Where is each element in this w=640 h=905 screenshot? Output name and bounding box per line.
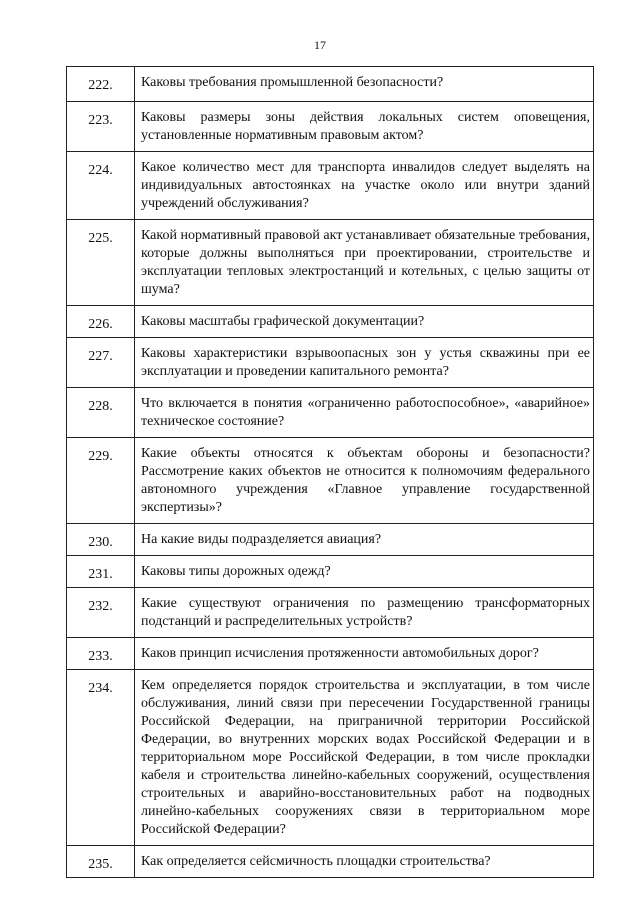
question-text: Какое количество мест для транспорта инвалидов следует выделять на индивидуальных автостоянках на участке около или внутри зданий учреждений обслуживания? [135, 152, 594, 220]
question-text: Каков принцип исчисления протяженности автомобильных дорог? [135, 638, 594, 670]
table-row [67, 152, 594, 220]
question-number: 226. [67, 306, 135, 338]
question-text: Какие объекты относятся к объектам обороны и безопасности? Рассмотрение каких объектов не относится к полномочиям федерального автономного учреждения «Главное управление государственной экспертизы»? [135, 438, 594, 524]
question-number: 224. [67, 152, 135, 220]
question-text: Каковы масштабы графической документации? [135, 306, 594, 338]
question-text: Кем определяется порядок строительства и эксплуатации, в том числе обслуживания, линий связи при пересечении Государственной границы Российской Федерации, на приграничной территории Российской Федерации, во внутренних морских водах Российской Федерации и в территориальном море Российской Федерации, в том числе прокладки кабеля и строительства линейно-кабельных сооружений, осуществления строительных и аварийно-восстановительных работ на подводных линейно-кабельных сооружениях связи в территориальном море Российской Федерации? [135, 670, 594, 846]
question-number: 228. [67, 388, 135, 438]
question-number: 230. [67, 524, 135, 556]
table-row [67, 588, 594, 638]
question-number: 235. [67, 846, 135, 878]
question-text: На какие виды подразделяется авиация? [135, 524, 594, 556]
table-row [67, 670, 594, 846]
question-text: Каковы характеристики взрывоопасных зон у устья скважины при ее эксплуатации и проведении капитального ремонта? [135, 338, 594, 388]
question-number: 232. [67, 588, 135, 638]
question-text: Как определяется сейсмичность площадки строительства? [135, 846, 594, 878]
question-number: 223. [67, 102, 135, 152]
question-text: Какой нормативный правовой акт устанавливает обязательные требования, которые должны выполняться при проектировании, строительстве и эксплуатации тепловых электростанций и котельных, с целью защиты от шума? [135, 220, 594, 306]
questions-table [66, 66, 594, 878]
page-number: 17 [314, 38, 326, 52]
table-row [67, 338, 594, 388]
table-row [67, 67, 594, 102]
question-text: Каковы требования промышленной безопасности? [135, 67, 594, 102]
table-row [67, 556, 594, 588]
question-number: 233. [67, 638, 135, 670]
question-number: 225. [67, 220, 135, 306]
table-row [67, 438, 594, 524]
question-number: 227. [67, 338, 135, 388]
table-row [67, 846, 594, 878]
question-number: 234. [67, 670, 135, 846]
question-text: Каковы размеры зоны действия локальных систем оповещения, установленные нормативным правовым актом? [135, 102, 594, 152]
table-row [67, 524, 594, 556]
question-number: 229. [67, 438, 135, 524]
table-row [67, 220, 594, 306]
table-row [67, 306, 594, 338]
table-row [67, 638, 594, 670]
question-number: 231. [67, 556, 135, 588]
question-number: 222. [67, 67, 135, 102]
question-text: Каковы типы дорожных одежд? [135, 556, 594, 588]
question-text: Что включается в понятия «ограниченно работоспособное», «аварийное» техническое состояние? [135, 388, 594, 438]
table-row [67, 102, 594, 152]
table-row [67, 388, 594, 438]
question-text: Какие существуют ограничения по размещению трансформаторных подстанций и распределительных устройств? [135, 588, 594, 638]
